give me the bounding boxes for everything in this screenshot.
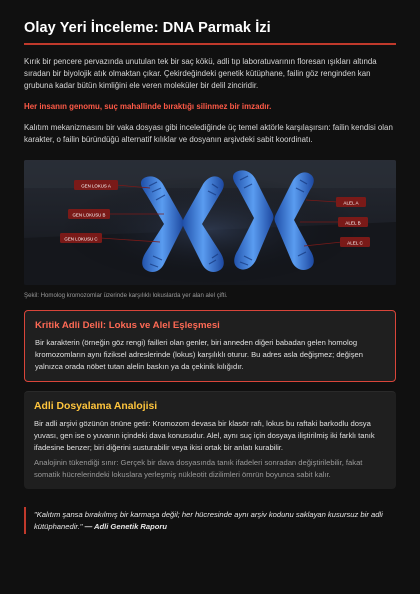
locus-label-b: GEN LOKUSU B: [72, 212, 106, 218]
analogy-limit-note: Analojinin tükendiği sınır: Gerçek bir dava dosyasında tanık ifadeleri sonradan değiştirilebilir, fakat somatik hücrelerindeki lokuslara yerleşmiş nükleotit dizilimleri ömrün boyunca sabit kalır.: [34, 458, 363, 480]
allele-label-a: ALEL A: [343, 200, 359, 206]
page-title: Olay Yeri İnceleme: DNA Parmak İzi: [24, 20, 396, 45]
analogy-box: [24, 391, 396, 489]
locus-label-a: GEN LOKUS A: [81, 183, 111, 189]
figure-caption: Şekil: Homolog kromozomlar üzerinde karşılıklı lokuslarda yer alan alel çifti.: [24, 292, 228, 300]
allele-label-b: ALEL B: [345, 220, 361, 226]
critical-evidence-box: [24, 310, 396, 382]
analogy-title: Adli Dosyalama Analojisi: [34, 401, 158, 413]
quote-source: — Adli Genetik Raporu: [84, 521, 167, 531]
quote-text: "Kalıtım şansa bırakılmış bir karmaşa değil; her hücresinde aynı arşiv kodunu saklayan kusursuz bir adli kütüphanedir.": [34, 510, 383, 531]
intro-paragraph: Kırık bir pencere pervazında unutulan tek bir saç kökü, adli tıp laboratuvarının floresan ışıkları altında sıradan bir biyolojik atık olmaktan çıkar. Çekirdeğindeki genetik kütüphane, failin göz renginden kan grubuna kadar bütün kimliğini ele veren moleküler bir delil zinciridir.: [24, 57, 377, 91]
critical-evidence-body: Bir karakterin (örneğin göz rengi) failleri olan genler, biri anneden diğeri babadan gelen homolog kromozomların aynı fiziksel adreslerinde (lokus) karşılıklı oturur. Bu adres asla değişmez; değişen yalnızca orada nöbet tutan alelin baskın ya da çekinik kılığıdır.: [35, 338, 363, 372]
chromosome-illustration: [24, 160, 396, 285]
inheritance-paragraph: Kalıtım mekanizmasını bir vaka dosyası gibi incelediğinde üç temel aktörle karşılaşırsın: failin kendisi olan karakter, o failin büründüğü alternatif kılıklar ve dosyanın arşivdeki sabit koordinatı.: [24, 122, 393, 144]
analogy-body: Bir adli arşivi gözünün önüne getir: Kromozom devasa bir klasör rafı, lokus bu raftaki barkodlu dosya yuvası, gen ise o yuvanın içindeki dava konusudur. Alel, aynı suç için dosyaya iliştirilmiş iki farklı tanık ifadesine benzer; biri diğerini susturabilir veya ikisi ortak bir anlatı kurabilir.: [34, 419, 375, 453]
critical-evidence-title: Kritik Adli Delil: Lokus ve Alel Eşleşmesi: [35, 320, 220, 332]
chromosome-figure: [24, 160, 396, 285]
locus-label-c: GEN LOKUSU C: [64, 236, 98, 242]
allele-label-c: ALEL C: [347, 240, 363, 246]
highlight-statement: Her insanın genomu, suç mahallinde bıraktığı silinmez bir imzadır.: [24, 101, 272, 111]
closing-quote: [24, 507, 396, 534]
